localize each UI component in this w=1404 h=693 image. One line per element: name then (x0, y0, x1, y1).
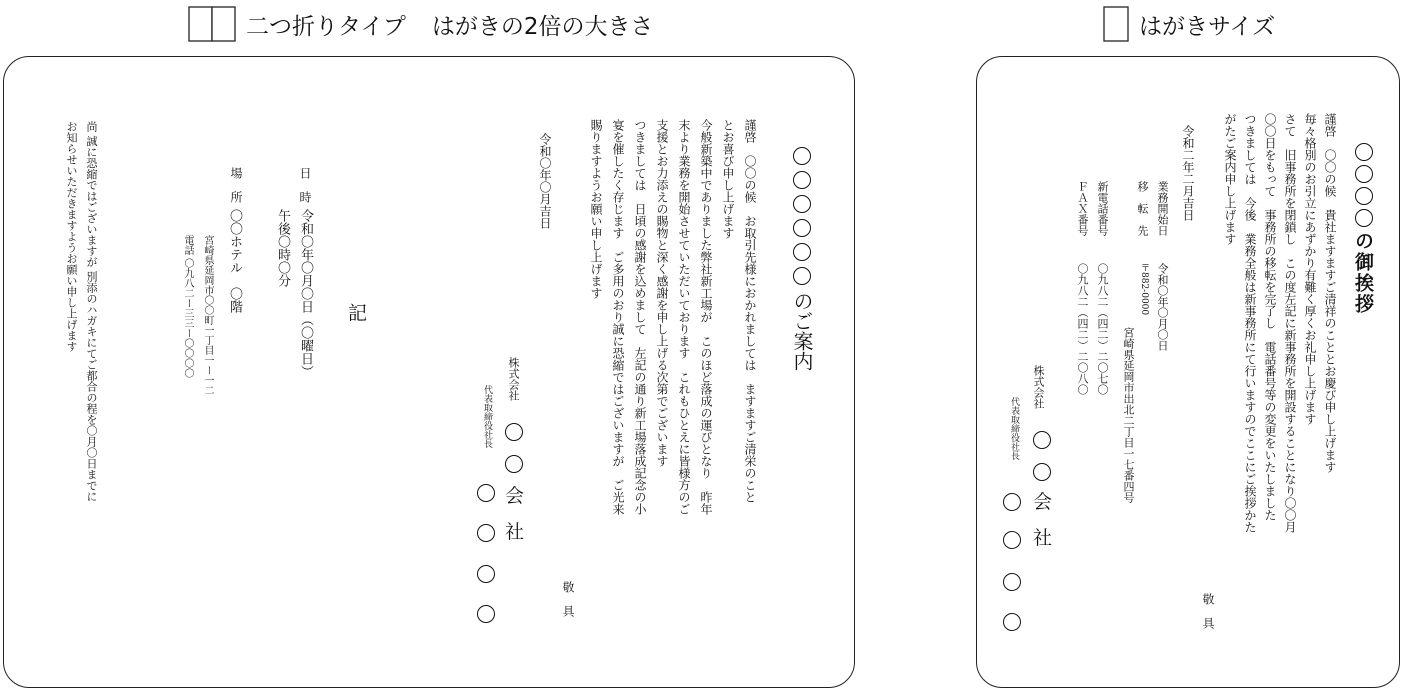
rep-circle (1003, 613, 1021, 631)
note-line-2: お知らせいただきますようお願い申し上げます (65, 121, 78, 352)
company-char-sha: 社 (1033, 527, 1053, 549)
right-body-line-1: 謹啓 〇〇の候 貴社ますますご清祥のこととお慶び申し上げます (1323, 113, 1337, 473)
title-circle (793, 219, 811, 237)
right-company-prefix: 株式会社 (1032, 365, 1045, 409)
folded-type-header (188, 5, 654, 43)
right-body-line-6: がたご案内申し上げます (1223, 113, 1237, 245)
rep-circle (477, 484, 495, 502)
left-rep-title: 代表取締役社長 (482, 385, 492, 448)
left-body-line-2: とお喜び申し上げます (721, 119, 735, 239)
fax-value: 〇九八二（四二）二〇八〇 (1076, 263, 1089, 395)
right-body-line-2: 毎々格別のお引立にあずかり有難く厚くお礼申し上げます (1303, 113, 1317, 425)
left-body-line-7: 宴を催したく存じます ご多用のおり誠に恐縮ではございますが ご光来 (611, 119, 625, 515)
postcard (976, 56, 1400, 688)
title-circle (793, 267, 811, 285)
right-body-line-4: 〇〇日をもって 事務所の移転を完了し 電話番号等の変更をいたしました (1263, 113, 1277, 521)
tel-label: 新電話番号 (1096, 181, 1109, 236)
left-body-line-8: 賜りますようお願い申し上げます (589, 119, 603, 299)
start-label: 業務開始日 (1156, 181, 1169, 236)
left-closing: 敬 具 (561, 581, 575, 617)
rep-circle (1003, 493, 1021, 511)
right-title-tail: の御挨拶 (1352, 231, 1374, 315)
left-title: のご案内 (789, 147, 815, 427)
datetime-value: 令和〇年〇月〇日（〇曜日） (298, 209, 313, 378)
company-char-kai: 会 (1033, 491, 1053, 513)
left-body-line-1: 謹啓 〇〇の候 お取引先様におかれましては ますますご清栄のこと (743, 119, 757, 503)
move-label: 移 転 先 (1136, 181, 1149, 236)
single-type-header (1103, 5, 1275, 43)
postal-code: 〒882-0000 (1139, 263, 1149, 316)
company-circle (1033, 431, 1051, 449)
folded-size-note: はがきの2倍の大きさ (431, 13, 654, 40)
left-body-line-3: 今般新築中でありました弊社新工場が このほど落成の運びとなり 昨年 (699, 119, 713, 515)
title-circle (1355, 187, 1373, 205)
title-circle (1355, 209, 1373, 227)
left-body-line-5: 支援とお力添えの賜物と深く感謝を申し上げる次第でございます (655, 119, 669, 467)
rep-circle (477, 524, 495, 542)
fax-label: ＦＡＸ番号 (1076, 181, 1089, 236)
left-body-line-4: 末より業務を開始させていただいております これもひとえに皆様方のご (677, 119, 691, 515)
title-circle (793, 195, 811, 213)
company-char-sha: 社 (505, 521, 525, 543)
folded-card (3, 56, 855, 688)
left-body-line-6: つきましては 日頃の感謝を込めまして 左記の通り新工場落成記念の小 (633, 119, 647, 515)
address: 宮崎県延岡市〇〇町一丁目一ー一二 (202, 235, 213, 395)
title-circle (793, 243, 811, 261)
title-circle (793, 171, 811, 189)
phone: 電話 〇九八二ー三三ー〇〇〇〇 (182, 235, 193, 379)
title-circle (793, 147, 811, 165)
right-body-line-3: さて 旧事務所を閉鎖し この度左記に新事務所を開設することになり〇〇月 (1283, 113, 1297, 533)
left-date: 令和〇年〇月吉日 (538, 133, 552, 229)
company-circle (505, 455, 523, 473)
move-value: 宮崎県延岡市出北二丁目一七番四号 (1122, 327, 1135, 503)
rep-circle (1003, 531, 1021, 549)
time-value: 午後〇時〇分 (275, 209, 290, 287)
tel-value: 〇九八二（四二）二〇七〇 (1096, 263, 1109, 395)
right-rep-title: 代表取締役社長 (1009, 397, 1019, 460)
right-closing: 敬 具 (1201, 593, 1215, 629)
company-circle (1033, 463, 1051, 481)
company-char-kai: 会 (505, 485, 525, 507)
rep-circle (477, 605, 495, 623)
note-line-1: 尚 誠に恐縮ではございますが 別添のハガキにてご都合の程を〇月〇日までに (85, 121, 98, 502)
company-circle (505, 423, 523, 441)
right-body-line-5: つきましては 今後 業務全般は新事務所にて行いますのでここにご挨拶かた (1243, 113, 1257, 533)
rep-circle (477, 565, 495, 583)
postcard-icon (1103, 6, 1129, 42)
ki-heading: 記 (345, 303, 367, 322)
title-circle (1355, 143, 1373, 161)
folded-type-label: 二つ折りタイプ (246, 13, 406, 40)
title-circle (1355, 165, 1373, 183)
open-book-icon (188, 6, 236, 42)
single-type-label: はがきサイズ (1139, 13, 1276, 40)
place-value: 〇〇ホテル 〇階 (227, 209, 242, 313)
datetime-label: 日 時 (298, 167, 312, 203)
right-date: 令和二年二月吉日 (1181, 125, 1195, 221)
place-label: 場 所 (229, 167, 243, 203)
rep-circle (1003, 573, 1021, 591)
left-company-prefix: 株式会社 (507, 357, 520, 401)
start-value: 令和〇年〇月〇日 (1156, 263, 1169, 351)
